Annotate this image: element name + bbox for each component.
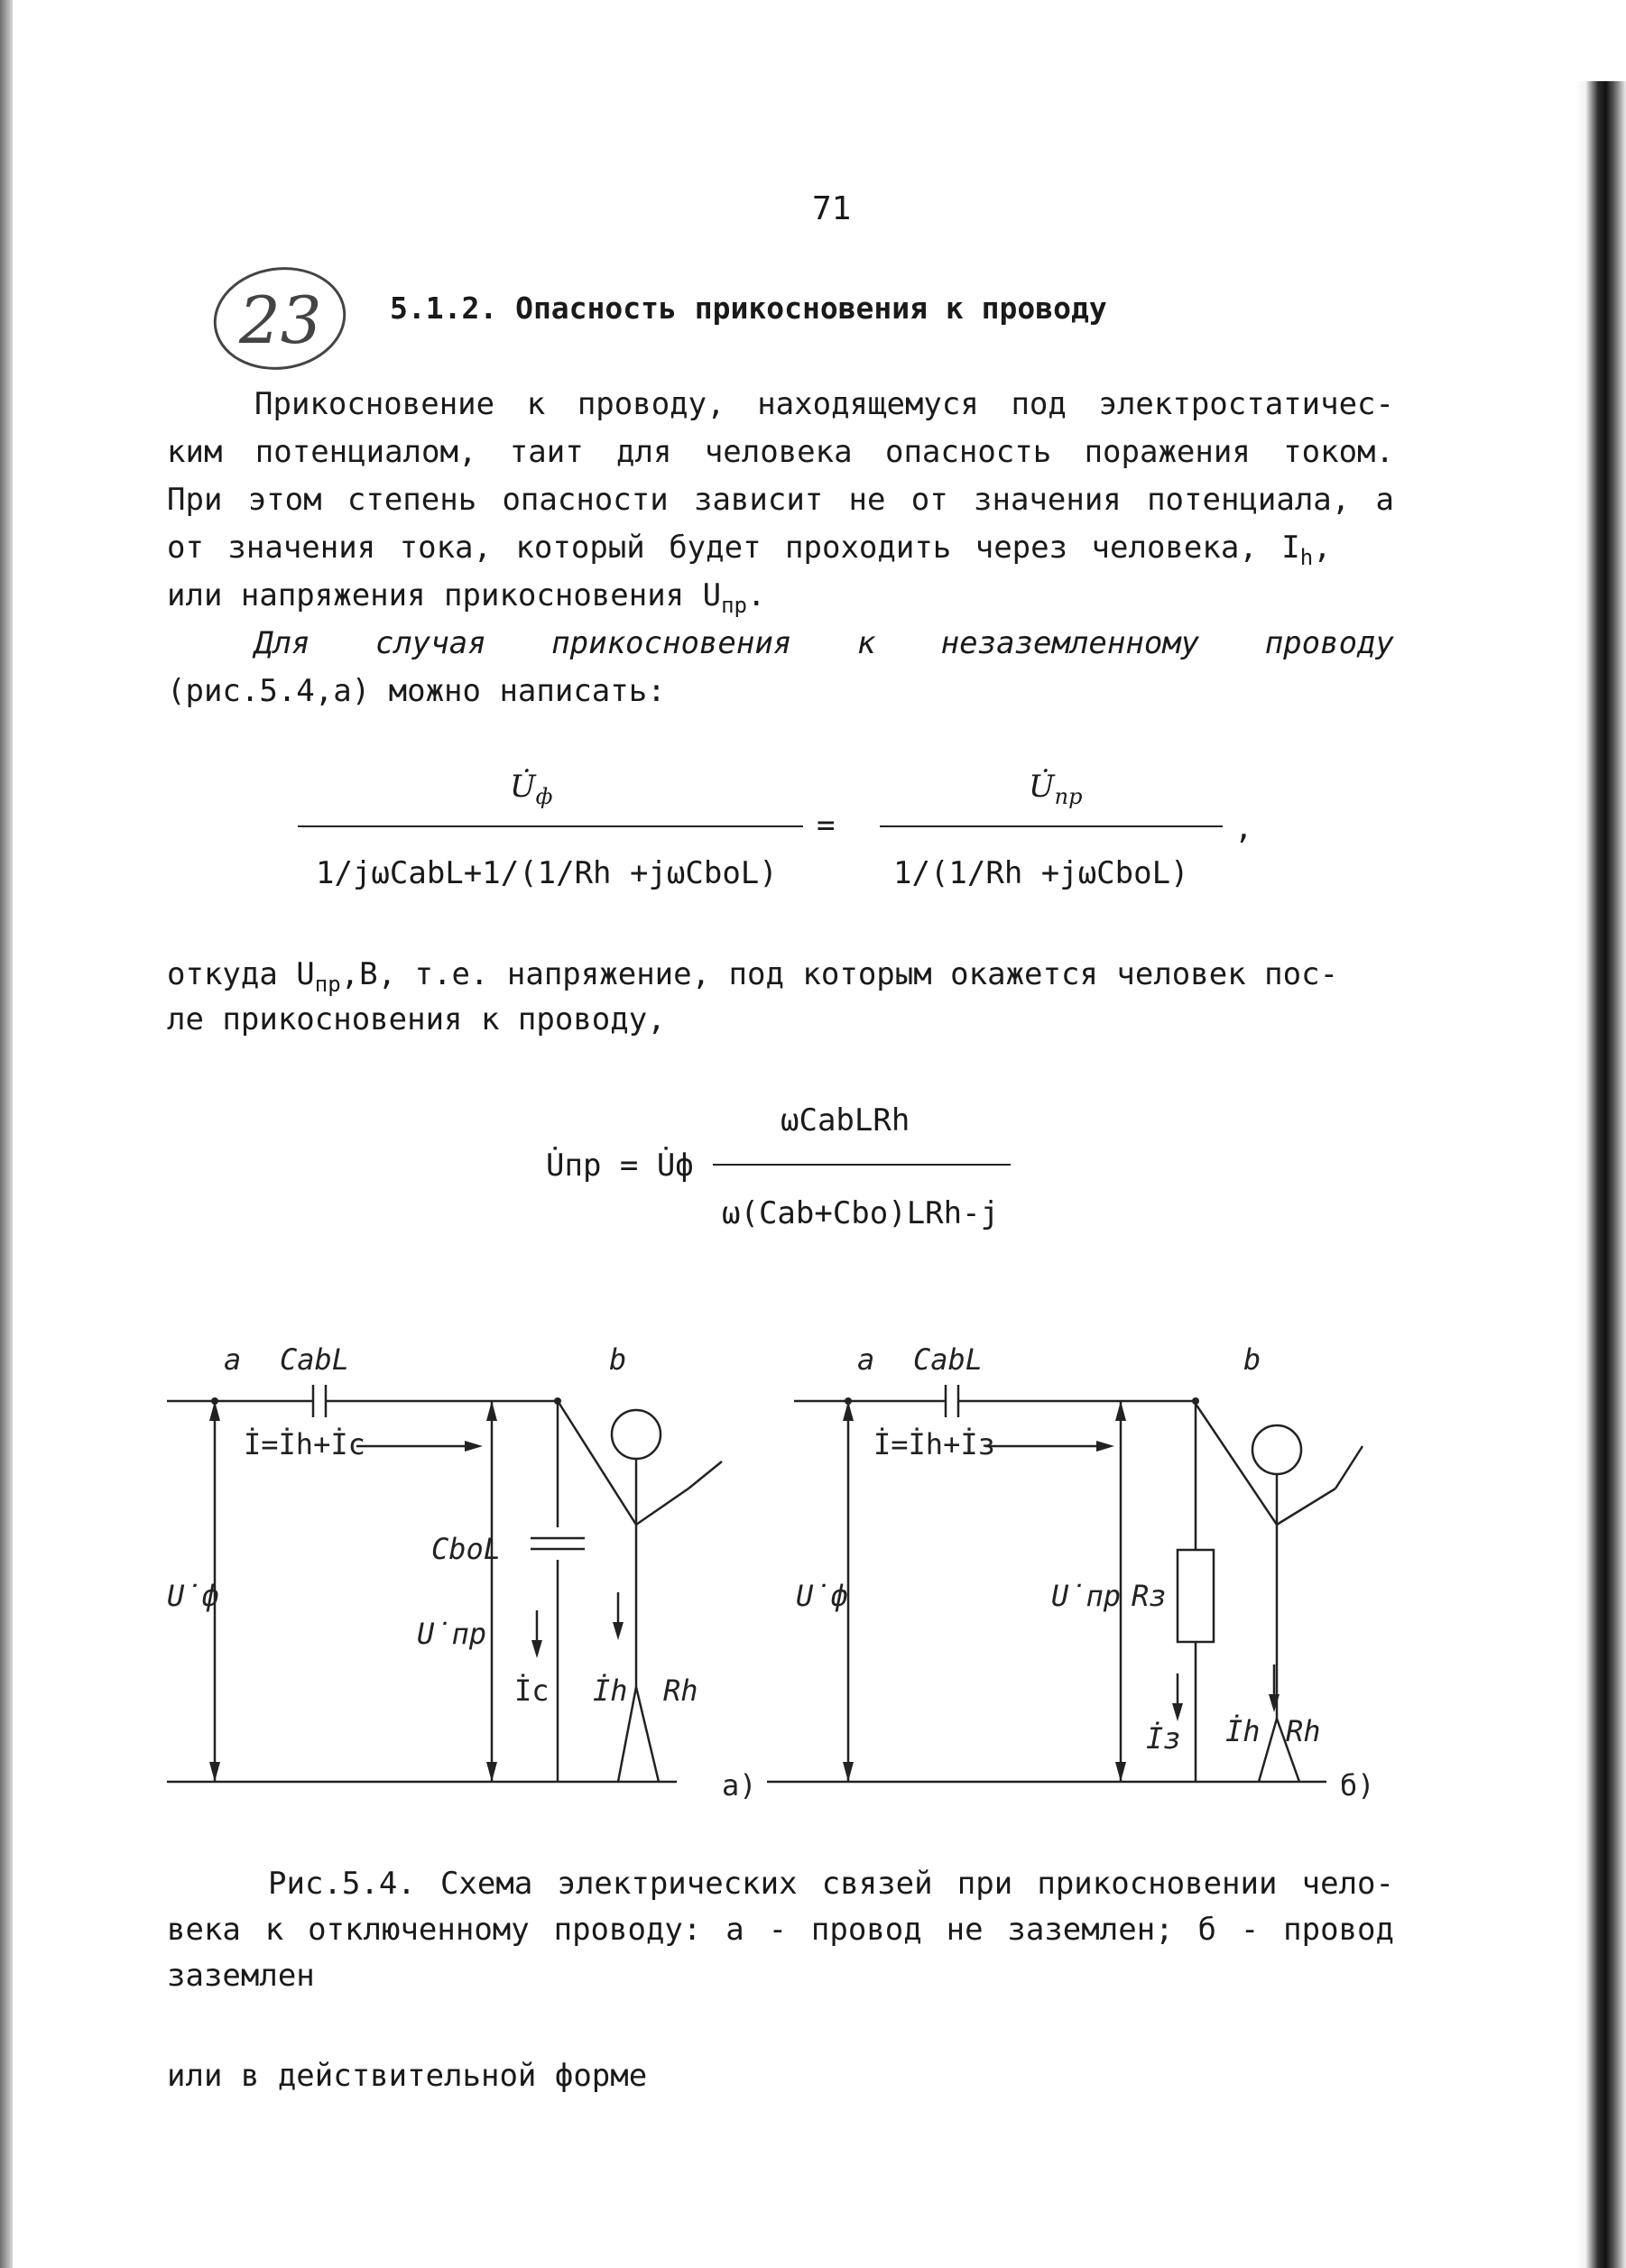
fig-sub-a: а)	[722, 1768, 757, 1802]
caption-line1: Рис.5.4. Схема электрических связей при прикосновении чело-	[268, 1866, 1394, 1902]
eq1-comma: ,	[1234, 810, 1253, 846]
eq2-fraction-bar	[713, 1164, 1011, 1166]
scan-right-edge	[1575, 81, 1626, 2268]
scan-left-shadow	[0, 0, 13, 2268]
eq2-denominator: ω(Cab+Cbo)LRh-j	[722, 1195, 1000, 1231]
para1-line5-end: .	[747, 577, 766, 613]
fig-upr-right: U̇пр	[1051, 1579, 1122, 1613]
fig-upr-left: U̇пр	[417, 1617, 487, 1651]
caption-line2: века к отключенному проводу: а - провод не заземлен; б - провод	[167, 1912, 1394, 1948]
fig-cbo: CboL	[431, 1532, 502, 1566]
fig-a-right: a	[857, 1342, 875, 1377]
fig-ic: İc	[514, 1673, 550, 1708]
fig-ih-right: İh	[1225, 1714, 1261, 1748]
para1-line4-sub: h	[1299, 545, 1314, 570]
para2-line2: (рис.5.4,а) можно написать:	[167, 673, 666, 709]
para1-line4-text: от значения тока, который будет проходить через человека, I	[167, 530, 1300, 566]
fig-rh-right: Rh	[1286, 1714, 1321, 1748]
para2-line1: Для случая прикосновения к незаземленному проводу	[254, 625, 1394, 661]
fig-current-left: İ=İh+İc	[244, 1427, 365, 1461]
eq1-fraction-bar-left	[298, 825, 803, 827]
eq1-den-right: 1/(1/Rh +jωCboL)	[893, 855, 1189, 891]
fig-rz: Rз	[1132, 1579, 1167, 1613]
figure-circuit-diagram	[0, 1326, 1626, 1813]
last-line: или в действительной форме	[167, 2058, 648, 2094]
para1-line2: ким потенциалом, таит для человека опасность поражения током.	[167, 434, 1394, 470]
eq1-num-right: $U̇_{пр}$	[1029, 769, 1083, 809]
eq1-num-left: $U̇_ф$	[510, 769, 553, 809]
fig-uphi-left: U̇ф	[167, 1579, 219, 1613]
para1-line4-end: ,	[1313, 530, 1332, 566]
para1-line5-text: или напряжения прикосновения U	[167, 577, 722, 613]
margin-note-number: 23	[239, 282, 322, 358]
para1-line4	[167, 530, 1394, 576]
fig-sub-b: б)	[1340, 1768, 1375, 1802]
fig-b-right: b	[1243, 1342, 1261, 1377]
eq1-fraction-bar-right	[880, 825, 1223, 827]
para1-line1: Прикосновение к проводу, находящемуся под электростатичес-	[254, 386, 1394, 422]
para1-line5	[167, 577, 765, 623]
fig-current-right: İ=İh+İз	[873, 1427, 995, 1461]
para3-line2: ле прикосновения к проводу,	[167, 1001, 666, 1037]
margin-note-circle	[203, 257, 356, 379]
caption-line3: заземлен	[167, 1958, 315, 1994]
fig-iz: İз	[1146, 1721, 1181, 1756]
fig-b-left: b	[609, 1342, 627, 1377]
fig-cab-right: CabL	[913, 1342, 984, 1377]
fig-rh-left: Rh	[663, 1673, 698, 1708]
section-heading: 5.1.2. Опасность прикосновения к проводу	[390, 290, 1107, 326]
eq1-equals: =	[817, 807, 836, 844]
fig-uphi-right: U̇ф	[796, 1579, 848, 1613]
para1-line5-sub: пр	[721, 593, 747, 618]
eq2-lhs: U̇пр = U̇ф	[546, 1148, 694, 1184]
para1-line3: При этом степень опасности зависит не от значения потенциала, а	[167, 482, 1394, 518]
fig-ih-left: İh	[593, 1673, 628, 1708]
fig-cab-left: CabL	[280, 1342, 350, 1377]
para3-line1: откуда $U_{пр},В$, т.е. напряжение, под которым окажется человек пос-	[167, 956, 1339, 997]
eq2-numerator: ωCabLRh	[781, 1102, 910, 1139]
eq1-den-left: 1/jωCabL+1/(1/Rh +jωCboL)	[316, 855, 778, 891]
page-number: 71	[812, 190, 852, 227]
fig-a-left: a	[224, 1342, 242, 1377]
